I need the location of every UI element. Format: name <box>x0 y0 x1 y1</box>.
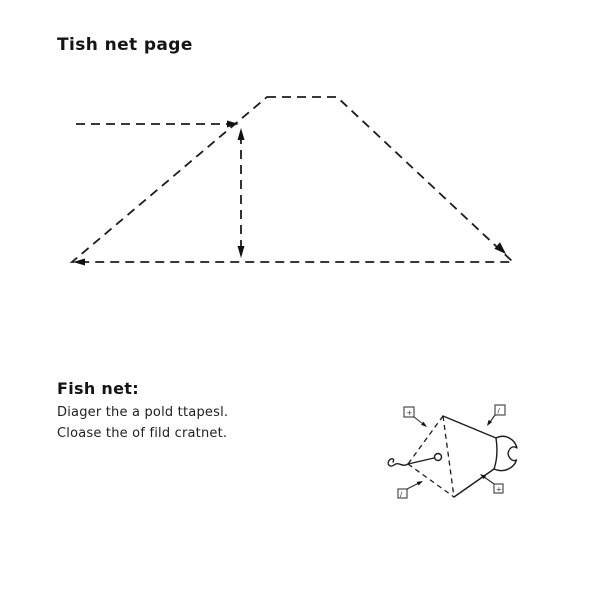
arrowhead-up-icon <box>238 128 245 140</box>
marker-arrowhead-bottom-left-icon <box>417 481 423 486</box>
trapezoid-diagram <box>40 85 560 280</box>
marker-glyph-bottom-left: ∕ <box>400 490 403 499</box>
nose-to-eye-line <box>408 458 434 464</box>
marker-glyph-bottom-right: + <box>496 485 502 494</box>
marker-glyph-top-left: + <box>406 409 413 417</box>
fish-belly-line <box>454 469 494 497</box>
fish-tail-fin <box>494 436 517 470</box>
fish-eye-icon <box>435 454 442 461</box>
fish-diagram <box>380 400 530 512</box>
instruction-line-1: Diager the a pold ttapesl. <box>57 405 229 420</box>
fold-line-lower-left <box>408 464 454 497</box>
fold-line-upper-left <box>408 416 443 464</box>
marker-arrow-bottom-right <box>484 477 495 485</box>
marker-square-top-right <box>495 405 505 415</box>
trapezoid-outline <box>72 97 513 262</box>
marker-glyph-top-right: ∕ <box>497 407 500 415</box>
nose-squiggle <box>388 459 408 466</box>
arrowhead-down-icon <box>238 246 245 258</box>
page-title: Tish net page <box>57 35 193 55</box>
instruction-line-2: Cloase the of fild cratnet. <box>57 426 228 441</box>
section-heading: Fish net: <box>57 379 139 398</box>
fold-line-vertical <box>443 416 454 497</box>
arrowhead-diagonal-icon <box>494 242 506 254</box>
fish-back-line <box>443 416 496 438</box>
